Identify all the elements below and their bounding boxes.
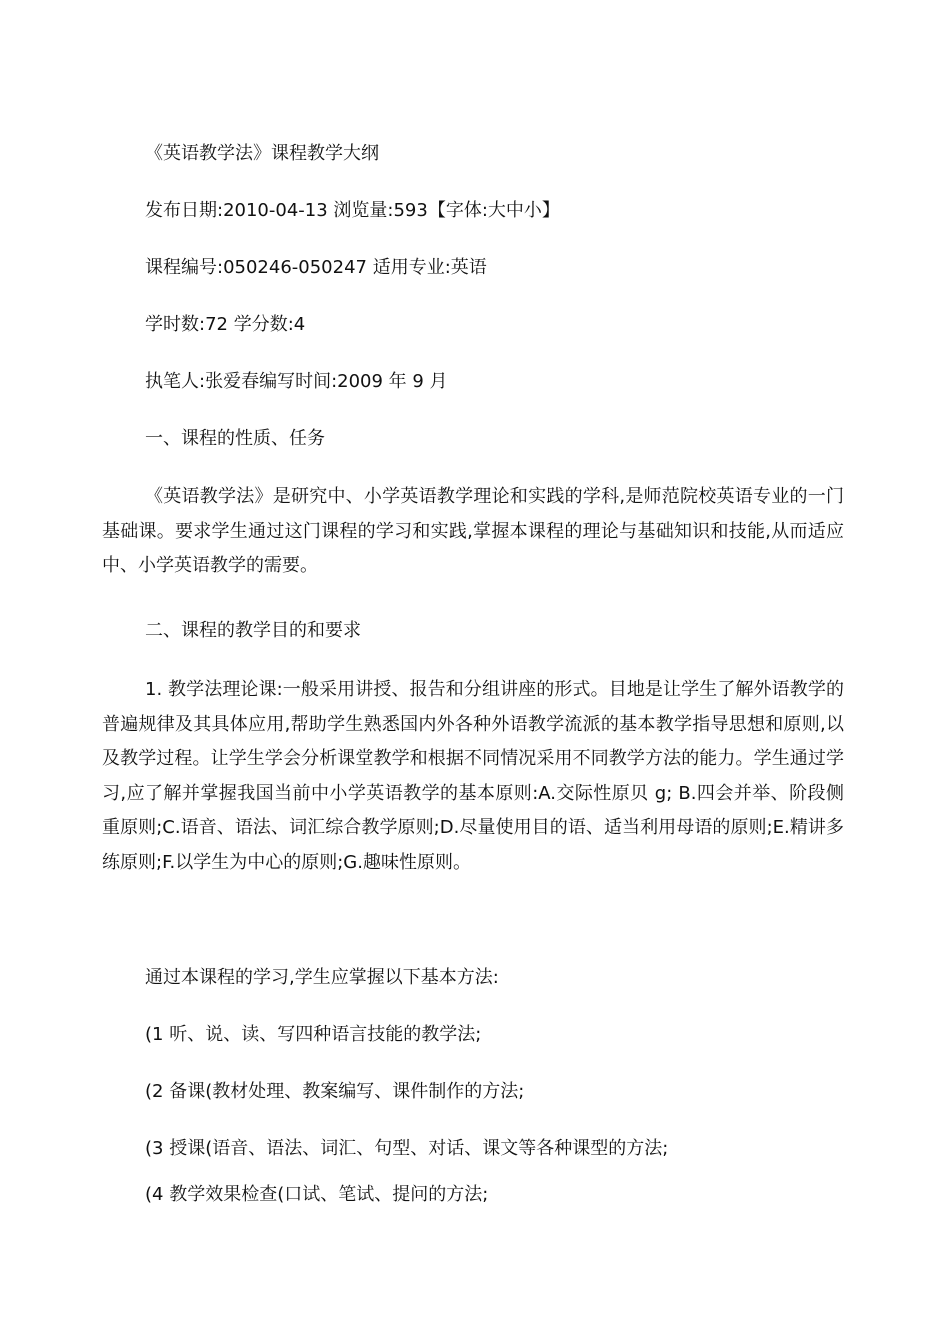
author-line: 执笔人:张爱春编写时间:2009 年 9 月: [145, 371, 448, 392]
document-title: 《英语教学法》课程教学大纲: [145, 143, 379, 164]
method-item-2: (2 备课(教材处理、教案编写、课件制作的方法;: [145, 1081, 525, 1102]
method-item-1: (1 听、说、读、写四种语言技能的教学法;: [145, 1024, 482, 1045]
course-number-line: 课程编号:050246-050247 适用专业:英语: [145, 257, 487, 278]
section-2-heading: 二、课程的教学目的和要求: [145, 620, 361, 641]
section-2-paragraph: 1. 教学法理论课:一般采用讲授、报告和分组讲座的形式。目地是让学生了解外语教学的普遍规律及其具体应用,帮助学生熟悉国内外各种外语教学流派的基本教学指导思想和原则,以及教学过程。让学生学会分析课堂教学和根据不同情况采用不同教学方法的能力。学生通过学习,应了解并掌握我国当前中小学英语教学的基本原则:A.交际性原贝 g; B.四会并举、阶段侧重原则;C.语音、语法、词汇综合教学原则;D.尽量使用目的语、适当利用母语的原则;E.精讲多练原则;F.以学生为中心的原则;G.趣味性原则。: [102, 679, 844, 873]
section-1-heading: 一、课程的性质、任务: [145, 428, 325, 449]
method-item-4: (4 教学效果检查(口试、笔试、提问的方法;: [145, 1184, 489, 1205]
methods-intro: 通过本课程的学习,学生应掌握以下基本方法:: [145, 967, 499, 988]
hours-credits-line: 学时数:72 学分数:4: [145, 314, 306, 335]
section-1-paragraph: 《英语教学法》是研究中、小学英语教学理论和实践的学科,是师范院校英语专业的一门基础课。要求学生通过这门课程的学习和实践,掌握本课程的理论与基础知识和技能,从而适应中、小学英语教学的需要。: [102, 486, 844, 576]
method-item-3: (3 授课(语音、语法、词汇、句型、对话、课文等各种课型的方法;: [145, 1138, 669, 1159]
publish-meta-line: 发布日期:2010-04-13 浏览量:593【字体:大中小】: [145, 200, 560, 221]
